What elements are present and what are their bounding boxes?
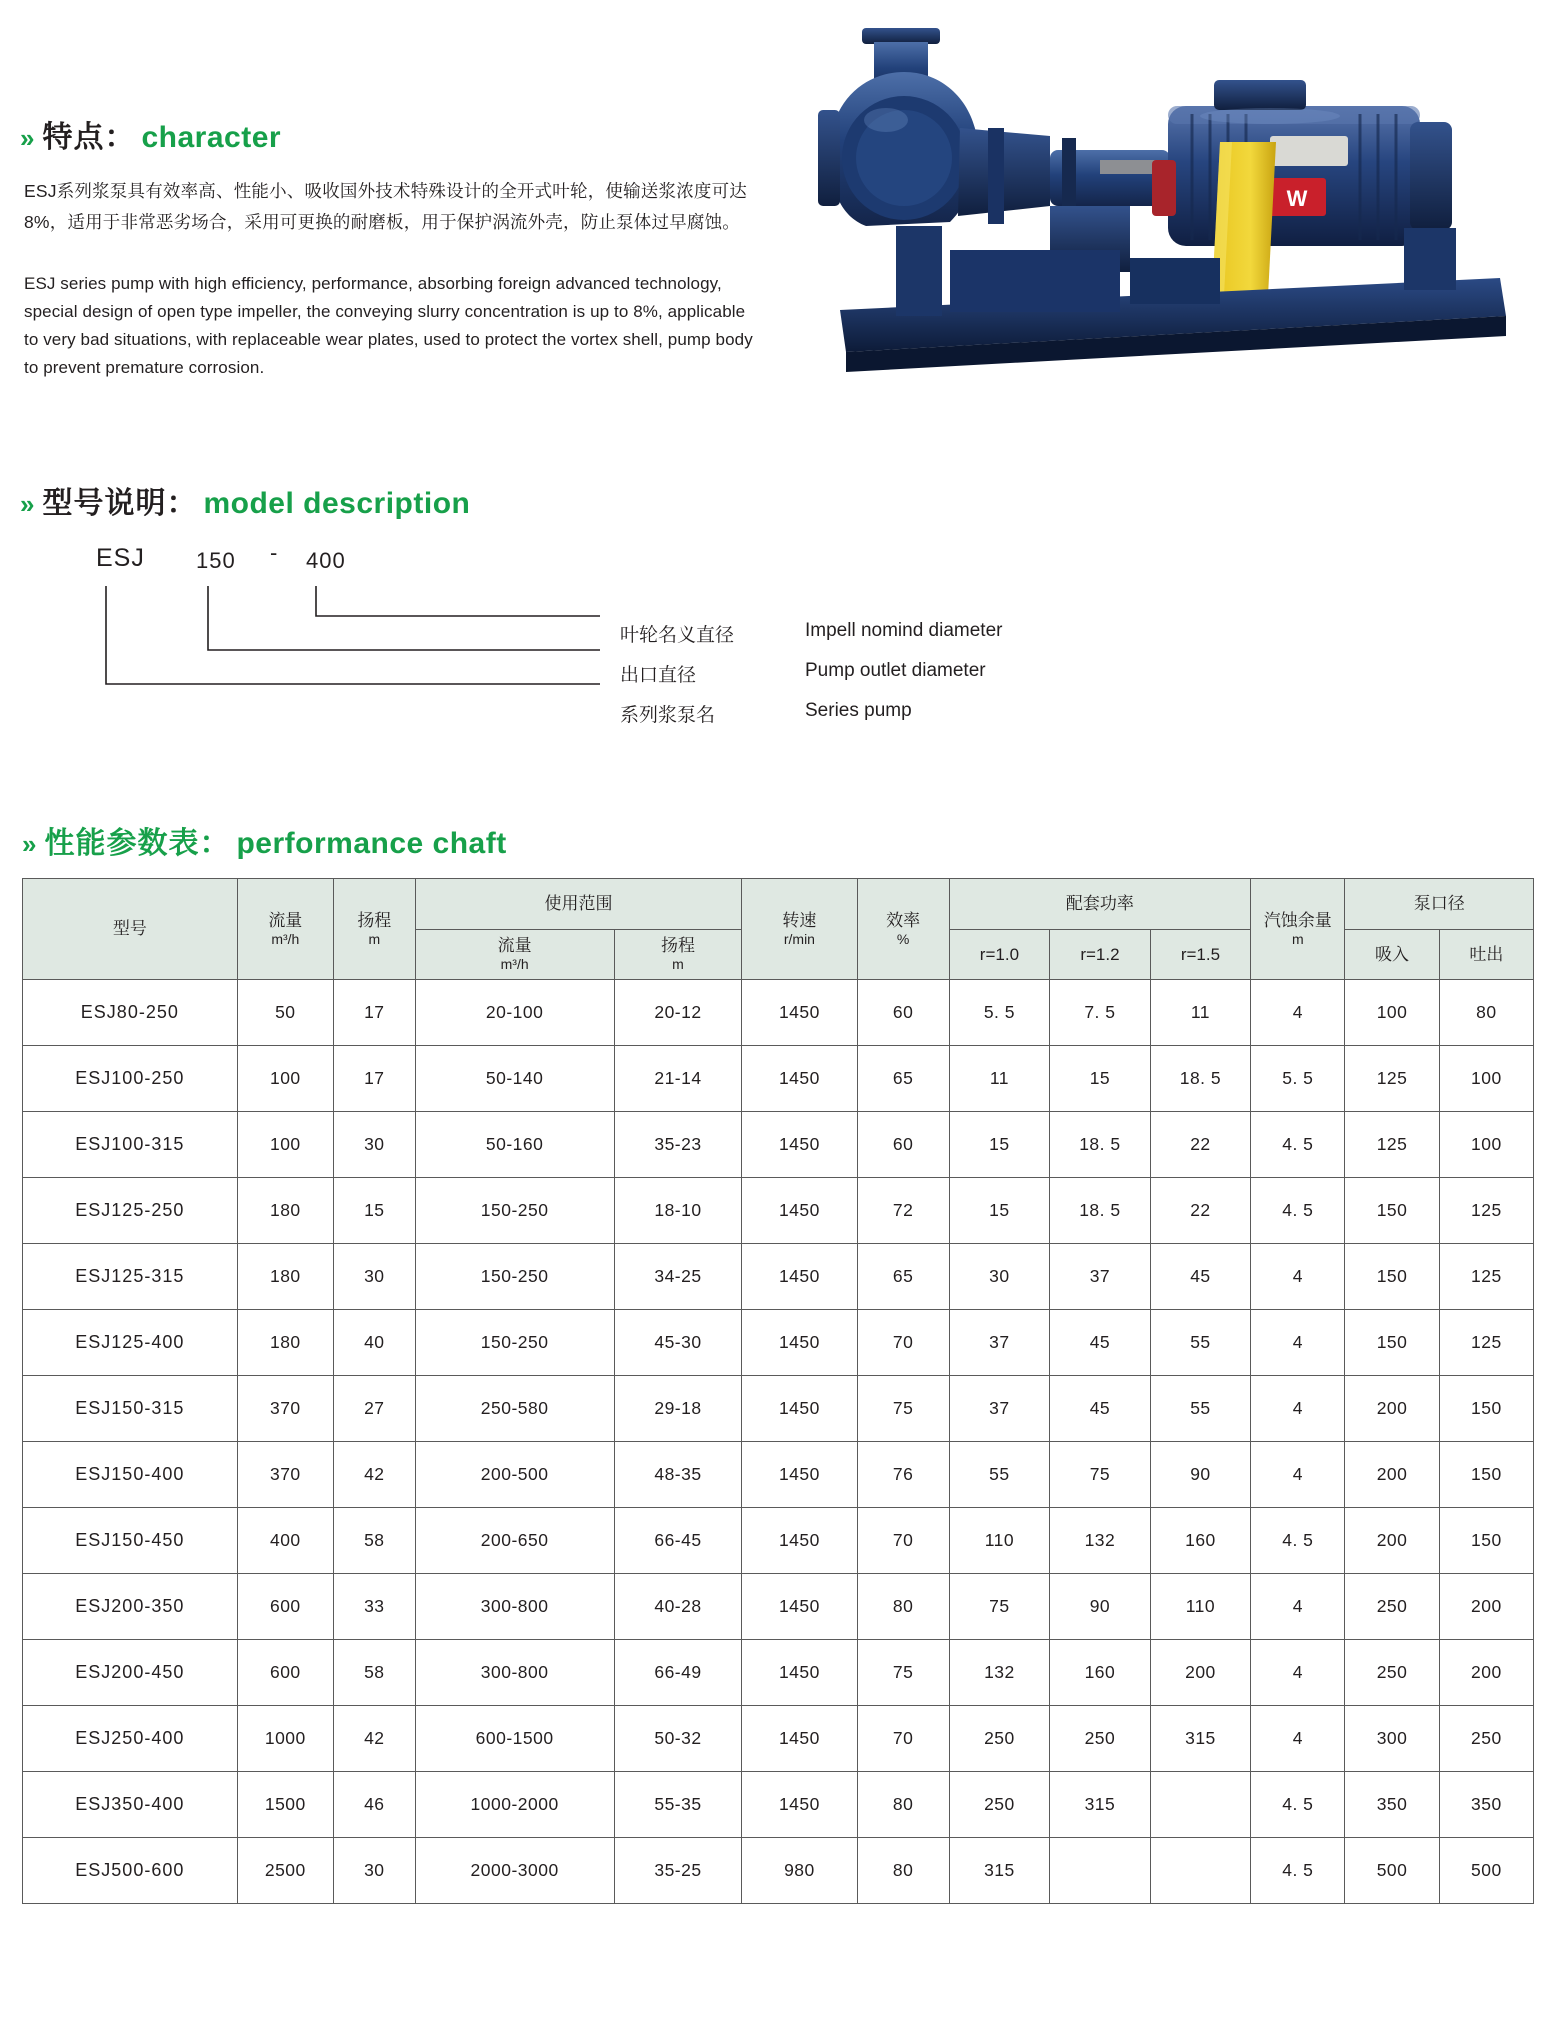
cell-model: ESJ350-400 [23, 1772, 238, 1838]
table-header [23, 879, 1534, 980]
section-heading-character [20, 112, 281, 156]
cell-power-r15 [1150, 1838, 1251, 1904]
th-power-r15: r=1.5 [1150, 929, 1251, 980]
cell-power-r12: 132 [1050, 1508, 1151, 1574]
cell-range-head: 48-35 [614, 1442, 742, 1508]
heading-cn-performance: 性能参数表： [44, 827, 231, 860]
model-label-en-outlet: Pump outlet diameter [805, 660, 986, 681]
cell-flow: 600 [237, 1640, 333, 1706]
cell-port-out: 500 [1439, 1838, 1533, 1904]
th-range-head-unit: m [672, 956, 684, 973]
cell-port-in: 200 [1345, 1508, 1439, 1574]
cell-flow: 370 [237, 1442, 333, 1508]
cell-range-flow: 150-250 [415, 1178, 614, 1244]
cell-power-r15: 90 [1150, 1442, 1251, 1508]
cell-head: 17 [333, 1046, 415, 1112]
cell-speed: 1450 [742, 1046, 857, 1112]
cell-head: 27 [333, 1376, 415, 1442]
cell-power-r15: 160 [1150, 1508, 1251, 1574]
table-row [23, 1838, 1534, 1904]
th-efficiency-label: 效率 [886, 910, 921, 930]
th-range-flow [415, 929, 614, 980]
th-model: 型号 [23, 879, 238, 980]
th-flow-label: 流量 [268, 910, 303, 930]
cell-power-r10: 11 [949, 1046, 1050, 1112]
cell-efficiency: 60 [857, 1112, 949, 1178]
cell-range-head: 40-28 [614, 1574, 742, 1640]
table-row [23, 1772, 1534, 1838]
cell-port-in: 500 [1345, 1838, 1439, 1904]
cell-range-flow: 50-160 [415, 1112, 614, 1178]
cell-power-r12: 7. 5 [1050, 980, 1151, 1046]
cell-efficiency: 60 [857, 980, 949, 1046]
cell-range-head: 29-18 [614, 1376, 742, 1442]
cell-speed: 1450 [742, 1310, 857, 1376]
cell-power-r10: 15 [949, 1178, 1050, 1244]
cell-port-in: 125 [1345, 1112, 1439, 1178]
cell-npsh: 4. 5 [1251, 1838, 1345, 1904]
cell-power-r10: 250 [949, 1706, 1050, 1772]
table-row [23, 1244, 1534, 1310]
cell-flow: 100 [237, 1046, 333, 1112]
cell-power-r10: 110 [949, 1508, 1050, 1574]
cell-power-r15: 110 [1150, 1574, 1251, 1640]
cell-npsh: 5. 5 [1251, 1046, 1345, 1112]
cell-flow: 1000 [237, 1706, 333, 1772]
cell-port-out: 150 [1439, 1442, 1533, 1508]
heading-cn-character: 特点： [42, 121, 136, 154]
cell-power-r15: 315 [1150, 1706, 1251, 1772]
cell-efficiency: 70 [857, 1508, 949, 1574]
cell-range-head: 20-12 [614, 980, 742, 1046]
cell-model: ESJ200-350 [23, 1574, 238, 1640]
cell-speed: 1450 [742, 1772, 857, 1838]
cell-head: 30 [333, 1838, 415, 1904]
cell-power-r15: 22 [1150, 1178, 1251, 1244]
th-power-r10: r=1.0 [949, 929, 1050, 980]
cell-power-r10: 37 [949, 1310, 1050, 1376]
th-power-r12: r=1.2 [1050, 929, 1151, 980]
table-row [23, 1442, 1534, 1508]
cell-port-in: 200 [1345, 1442, 1439, 1508]
cell-model: ESJ150-450 [23, 1508, 238, 1574]
cell-port-in: 150 [1345, 1178, 1439, 1244]
cell-range-head: 66-49 [614, 1640, 742, 1706]
model-label-cn-series: 系列浆泵名 [620, 705, 716, 726]
cell-npsh: 4 [1251, 1310, 1345, 1376]
cell-power-r10: 55 [949, 1442, 1050, 1508]
cell-port-in: 250 [1345, 1640, 1439, 1706]
model-label-cn-impeller: 叶轮名义直径 [620, 625, 735, 646]
cell-flow: 370 [237, 1376, 333, 1442]
model-code-series: ESJ [96, 544, 145, 572]
cell-head: 30 [333, 1112, 415, 1178]
cell-port-out: 250 [1439, 1706, 1533, 1772]
cell-port-in: 300 [1345, 1706, 1439, 1772]
cell-model: ESJ125-250 [23, 1178, 238, 1244]
cell-speed: 1450 [742, 1574, 857, 1640]
cell-range-flow: 20-100 [415, 980, 614, 1046]
cell-port-in: 200 [1345, 1376, 1439, 1442]
cell-range-head: 45-30 [614, 1310, 742, 1376]
heading-en-performance: performance chaft [236, 827, 507, 860]
model-code-impeller: 400 [306, 548, 346, 573]
cell-power-r15: 18. 5 [1150, 1046, 1251, 1112]
cell-range-head: 66-45 [614, 1508, 742, 1574]
cell-power-r15: 200 [1150, 1640, 1251, 1706]
heading-en-character: character [141, 121, 282, 154]
cell-npsh: 4. 5 [1251, 1112, 1345, 1178]
cell-port-out: 100 [1439, 1046, 1533, 1112]
cell-port-out: 100 [1439, 1112, 1533, 1178]
cell-range-flow: 50-140 [415, 1046, 614, 1112]
cell-efficiency: 65 [857, 1244, 949, 1310]
cell-efficiency: 76 [857, 1442, 949, 1508]
th-range-flow-label: 流量 [497, 935, 532, 955]
cell-model: ESJ500-600 [23, 1838, 238, 1904]
th-head-label: 扬程 [357, 910, 392, 930]
cell-flow: 1500 [237, 1772, 333, 1838]
cell-model: ESJ150-315 [23, 1376, 238, 1442]
cell-npsh: 4 [1251, 1442, 1345, 1508]
table-row [23, 1508, 1534, 1574]
cell-head: 15 [333, 1178, 415, 1244]
cell-model: ESJ250-400 [23, 1706, 238, 1772]
character-paragraph-en: ESJ series pump with high efficiency, performance, absorbing foreign advanced technology, special design of open type impeller, the conveying slurry concentration is up to 8%, applicable to very bad situations, with replaceable wear plates, used to protect the vortex shell, pump body to prevent premature corrosion. [24, 274, 753, 377]
th-efficiency-unit: % [896, 930, 910, 947]
cell-speed: 1450 [742, 1244, 857, 1310]
svg-text:W: W [1286, 186, 1308, 211]
cell-power-r10: 250 [949, 1772, 1050, 1838]
cell-range-head: 35-23 [614, 1112, 742, 1178]
cell-npsh: 4 [1251, 980, 1345, 1046]
th-head [333, 879, 415, 980]
cell-head: 17 [333, 980, 415, 1046]
cell-power-r10: 5. 5 [949, 980, 1050, 1046]
chevron-icon: » [20, 123, 35, 153]
cell-power-r15: 22 [1150, 1112, 1251, 1178]
cell-port-out: 150 [1439, 1508, 1533, 1574]
cell-flow: 180 [237, 1310, 333, 1376]
cell-flow: 2500 [237, 1838, 333, 1904]
cell-efficiency: 80 [857, 1574, 949, 1640]
th-ports: 泵口径 [1345, 879, 1534, 930]
cell-speed: 1450 [742, 980, 857, 1046]
table-row [23, 1310, 1534, 1376]
cell-npsh: 4. 5 [1251, 1508, 1345, 1574]
cell-port-out: 125 [1439, 1244, 1533, 1310]
cell-flow: 180 [237, 1178, 333, 1244]
cell-range-head: 34-25 [614, 1244, 742, 1310]
cell-model: ESJ200-450 [23, 1640, 238, 1706]
cell-efficiency: 70 [857, 1706, 949, 1772]
th-npsh-label: 汽蚀余量 [1263, 910, 1332, 930]
th-flow [237, 879, 333, 980]
cell-port-out: 200 [1439, 1574, 1533, 1640]
cell-range-flow: 150-250 [415, 1310, 614, 1376]
cell-port-out: 350 [1439, 1772, 1533, 1838]
cell-efficiency: 70 [857, 1310, 949, 1376]
heading-en-model: model description [203, 487, 471, 520]
cell-port-in: 250 [1345, 1574, 1439, 1640]
cell-port-in: 150 [1345, 1244, 1439, 1310]
table-row [23, 1574, 1534, 1640]
cell-efficiency: 65 [857, 1046, 949, 1112]
cell-port-out: 150 [1439, 1376, 1533, 1442]
cell-range-flow: 150-250 [415, 1244, 614, 1310]
table-body [23, 980, 1534, 1904]
cell-model: ESJ100-315 [23, 1112, 238, 1178]
cell-efficiency: 75 [857, 1376, 949, 1442]
pump-product-photo [800, 10, 1530, 430]
model-label-cn-outlet: 出口直径 [620, 665, 697, 686]
cell-flow: 400 [237, 1508, 333, 1574]
heading-cn-model: 型号说明： [42, 487, 198, 520]
cell-head: 58 [333, 1508, 415, 1574]
cell-power-r12: 37 [1050, 1244, 1151, 1310]
cell-power-r12: 90 [1050, 1574, 1151, 1640]
cell-npsh: 4 [1251, 1640, 1345, 1706]
cell-port-in: 350 [1345, 1772, 1439, 1838]
cell-power-r15: 45 [1150, 1244, 1251, 1310]
table-row [23, 1178, 1534, 1244]
th-speed-unit: r/min [783, 930, 815, 947]
cell-speed: 1450 [742, 1508, 857, 1574]
cell-range-flow: 250-580 [415, 1376, 614, 1442]
cell-model: ESJ150-400 [23, 1442, 238, 1508]
cell-power-r15 [1150, 1772, 1251, 1838]
cell-npsh: 4. 5 [1251, 1772, 1345, 1838]
th-range-flow-unit: m³/h [500, 956, 529, 973]
cell-model: ESJ100-250 [23, 1046, 238, 1112]
cell-port-in: 125 [1345, 1046, 1439, 1112]
model-code-separator: - [270, 540, 279, 565]
cell-efficiency: 75 [857, 1640, 949, 1706]
chevron-icon: » [22, 829, 37, 859]
section-heading-performance [22, 818, 507, 862]
cell-npsh: 4 [1251, 1706, 1345, 1772]
cell-model: ESJ125-400 [23, 1310, 238, 1376]
cell-efficiency: 80 [857, 1838, 949, 1904]
cell-power-r10: 15 [949, 1112, 1050, 1178]
cell-range-head: 18-10 [614, 1178, 742, 1244]
cell-speed: 1450 [742, 1640, 857, 1706]
cell-flow: 50 [237, 980, 333, 1046]
cell-power-r12: 18. 5 [1050, 1178, 1151, 1244]
cell-power-r12: 15 [1050, 1046, 1151, 1112]
model-code-outlet: 150 [196, 548, 236, 573]
cell-range-head: 35-25 [614, 1838, 742, 1904]
table-row [23, 980, 1534, 1046]
cell-power-r15: 55 [1150, 1376, 1251, 1442]
cell-head: 58 [333, 1640, 415, 1706]
cell-head: 46 [333, 1772, 415, 1838]
th-efficiency [857, 879, 949, 980]
cell-range-head: 21-14 [614, 1046, 742, 1112]
th-head-unit: m [368, 930, 381, 947]
cell-range-flow: 200-500 [415, 1442, 614, 1508]
cell-speed: 1450 [742, 1706, 857, 1772]
cell-head: 40 [333, 1310, 415, 1376]
cell-range-flow: 600-1500 [415, 1706, 614, 1772]
cell-power-r15: 55 [1150, 1310, 1251, 1376]
cell-power-r12: 250 [1050, 1706, 1151, 1772]
th-port-out: 吐出 [1439, 929, 1533, 980]
cell-range-flow: 2000-3000 [415, 1838, 614, 1904]
cell-flow: 180 [237, 1244, 333, 1310]
cell-range-head: 55-35 [614, 1772, 742, 1838]
cell-head: 30 [333, 1244, 415, 1310]
cell-npsh: 4 [1251, 1376, 1345, 1442]
cell-port-out: 200 [1439, 1640, 1533, 1706]
model-code-diagram [0, 530, 1100, 760]
cell-port-in: 150 [1345, 1310, 1439, 1376]
model-label-en-impeller: Impell nomind diameter [805, 620, 1003, 641]
model-leader-lines [0, 530, 1100, 760]
cell-npsh: 4 [1251, 1244, 1345, 1310]
cell-speed: 1450 [742, 1442, 857, 1508]
cell-power-r12: 160 [1050, 1640, 1151, 1706]
cell-head: 33 [333, 1574, 415, 1640]
cell-speed: 980 [742, 1838, 857, 1904]
cell-power-r12: 18. 5 [1050, 1112, 1151, 1178]
cell-range-flow: 1000-2000 [415, 1772, 614, 1838]
cell-speed: 1450 [742, 1178, 857, 1244]
cell-power-r12: 45 [1050, 1376, 1151, 1442]
cell-model: ESJ80-250 [23, 980, 238, 1046]
table-row [23, 1376, 1534, 1442]
cell-port-out: 125 [1439, 1310, 1533, 1376]
cell-power-r10: 132 [949, 1640, 1050, 1706]
th-range: 使用范围 [415, 879, 742, 930]
table-row [23, 1112, 1534, 1178]
table-row [23, 1046, 1534, 1112]
cell-power-r12: 315 [1050, 1772, 1151, 1838]
th-port-in: 吸入 [1345, 929, 1439, 980]
cell-range-flow: 200-650 [415, 1508, 614, 1574]
cell-power-r10: 37 [949, 1376, 1050, 1442]
th-power: 配套功率 [949, 879, 1251, 930]
cell-npsh: 4 [1251, 1574, 1345, 1640]
cell-power-r12: 75 [1050, 1442, 1151, 1508]
th-npsh [1251, 879, 1345, 980]
cell-power-r12: 45 [1050, 1310, 1151, 1376]
cell-efficiency: 80 [857, 1772, 949, 1838]
table-row [23, 1640, 1534, 1706]
cell-speed: 1450 [742, 1376, 857, 1442]
cell-power-r15: 11 [1150, 980, 1251, 1046]
th-range-head-label: 扬程 [660, 935, 695, 955]
cell-port-out: 80 [1439, 980, 1533, 1046]
cell-power-r12 [1050, 1838, 1151, 1904]
cell-range-flow: 300-800 [415, 1574, 614, 1640]
cell-power-r10: 75 [949, 1574, 1050, 1640]
th-flow-unit: m³/h [271, 930, 300, 947]
cell-flow: 100 [237, 1112, 333, 1178]
character-paragraph-cn: ESJ系列浆泵具有效率高、性能小、吸收国外技术特殊设计的全开式叶轮，使输送浆浓度可达8%，适用于非常恶劣场合，采用可更换的耐磨板，用于保护涡流外壳，防止泵体过早腐蚀。 [24, 181, 747, 232]
cell-range-flow: 300-800 [415, 1640, 614, 1706]
model-label-en-series: Series pump [805, 700, 912, 721]
th-npsh-unit: m [1291, 930, 1304, 947]
cell-npsh: 4. 5 [1251, 1178, 1345, 1244]
th-speed-label: 转速 [782, 910, 817, 930]
table-header-row-1 [23, 879, 1534, 930]
cell-efficiency: 72 [857, 1178, 949, 1244]
chevron-icon: » [20, 489, 35, 519]
cell-head: 42 [333, 1442, 415, 1508]
table-row [23, 1706, 1534, 1772]
th-speed [742, 879, 857, 980]
performance-table [22, 878, 1534, 1904]
cell-flow: 600 [237, 1574, 333, 1640]
cell-power-r10: 315 [949, 1838, 1050, 1904]
cell-range-head: 50-32 [614, 1706, 742, 1772]
cell-speed: 1450 [742, 1112, 857, 1178]
cell-port-in: 100 [1345, 980, 1439, 1046]
cell-power-r10: 30 [949, 1244, 1050, 1310]
cell-port-out: 125 [1439, 1178, 1533, 1244]
cell-head: 42 [333, 1706, 415, 1772]
cell-model: ESJ125-315 [23, 1244, 238, 1310]
th-range-head [614, 929, 742, 980]
section-heading-model [20, 478, 470, 522]
